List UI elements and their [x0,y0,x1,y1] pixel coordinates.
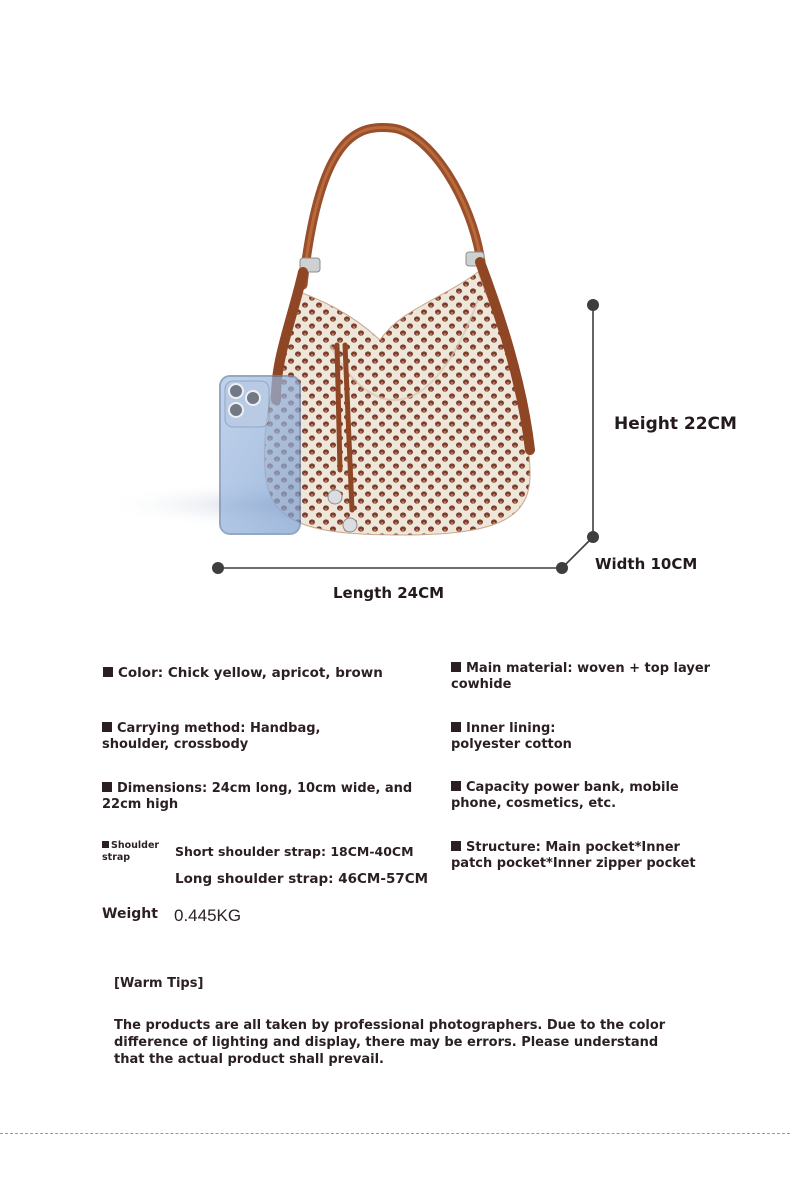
warm-tips-title: [Warm Tips] [114,976,204,991]
tassel-bead-2 [343,518,357,532]
bullet-square-icon [451,722,461,732]
width-label: Width 10CM [595,555,698,573]
spec-carrying-method: Carrying method: Handbag, shoulder, crossbody [102,721,321,752]
spec-weight-value: 0.445KG [174,906,242,925]
length-line-right-dot [556,562,568,574]
bullet-square-icon [102,782,112,792]
spec-weight-label: Weight [102,906,158,922]
spec-color: Color: Chick yellow, apricot, brown [103,665,423,681]
spec-inner-lining: Inner lining: polyester cotton [451,721,572,752]
height-label: Height 22CM [614,414,737,434]
bullet-square-icon [451,662,461,672]
bag-strap [303,127,481,285]
tassel-bead-1 [328,490,342,504]
spec-capacity: Capacity power bank, mobile phone, cosmetics, etc. [451,780,679,811]
bullet-square-icon [451,781,461,791]
bag-body [264,272,530,535]
bullet-square-icon [103,667,113,677]
bullet-square-icon [102,722,112,732]
dashed-divider [0,1133,790,1134]
spec-dimensions: Dimensions: 24cm long, 10cm wide, and 22cm high [102,781,413,812]
bullet-square-icon [451,841,461,851]
phone-for-scale [220,376,300,534]
warm-tips-body: The products are all taken by professional photographers. Due to the color difference of lighting and display, there may be errors. Please understand that the actual product shall prevail. [114,1018,666,1067]
length-line-left-dot [212,562,224,574]
spec-long-strap: Long shoulder strap: 46CM-57CM [175,871,429,887]
spec-main-material: Main material: woven + top layer cowhide [451,661,711,692]
bullet-square-icon [102,841,109,848]
height-line-top-dot [587,299,599,311]
spec-shoulder-strap-label: Shoulder strap [102,840,160,863]
spec-short-strap: Short shoulder strap: 18CM-40CM [175,844,414,859]
length-label: Length 24CM [333,584,445,602]
spec-structure: Structure: Main pocket*Inner patch pocket*Inner zipper pocket [451,840,696,871]
width-dimension-line [562,537,593,568]
